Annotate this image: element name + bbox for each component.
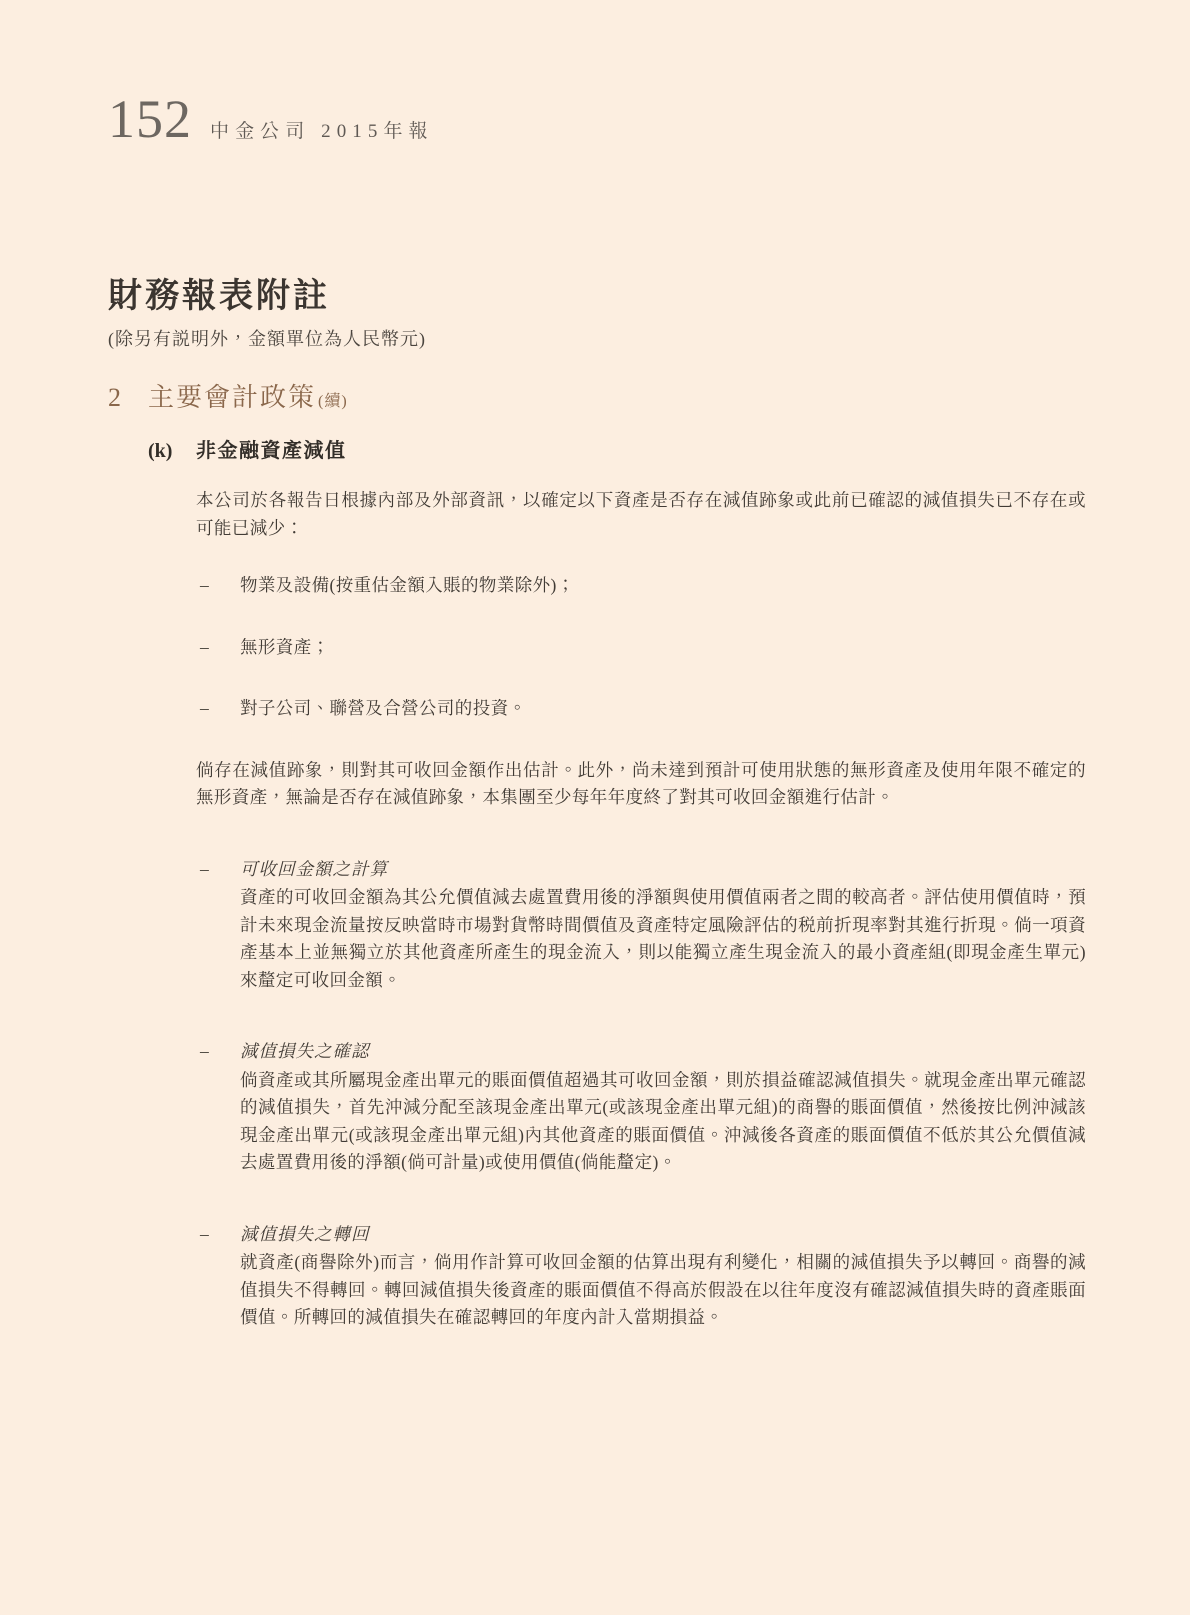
list-dash: – (200, 1041, 210, 1062)
section-body (196, 487, 1086, 1332)
section-title-suffix: (續) (318, 393, 348, 411)
subtopic-content (240, 856, 1086, 995)
intro-paragraph: 本公司於各報告日根據內部及外部資訊，以確定以下資產是否存在減值跡象或此前已確認的減值損失已不存在或可能已減少： (196, 490, 1086, 538)
list-dash: – (200, 575, 210, 596)
document-title: 財務報表附註 (108, 278, 330, 315)
subtopic-body: 倘資產或其所屬現金產出單元的賬面價值超過其可收回金額，則於損益確認減值損失。就現金產出單元確認的減值損失，首先沖減分配至該現金產出單元(或該現金產出單元組)的商譽的賬面價值，然後按比例沖減該現金產出單元(或該現金產出單元組)內其他資產的賬面價值。沖減後各資產的賬面價值不低於其公允價值減去處置費用後的淨額(倘可計量)或使用價值(倘能釐定)。 (240, 1069, 1086, 1173)
subtopic-recoverable-amount (196, 856, 1086, 995)
list-dash: – (200, 636, 210, 657)
list-dash: – (200, 698, 210, 719)
body-paragraph: 倘存在減值跡象，則對其可收回金額作出估計。此外，尚未達到預計可使用狀態的無形資產及使用年限不確定的無形資產，無論是否存在減值跡象，本集團至少每年年度終了對其可收回金額進行估計。 (196, 759, 1086, 808)
subsection-label: (k) (148, 440, 173, 463)
document-subtitle: (除另有説明外，金額單位為人民幣元) (108, 329, 426, 350)
report-name: 中金公司 2015年報 (210, 121, 434, 142)
section-number: 2 (108, 383, 121, 413)
subtopic-content (240, 1221, 1086, 1332)
page-content (108, 278, 1086, 1332)
list-item-text: 無形資產； (240, 636, 330, 657)
running-header (108, 89, 434, 149)
section-heading (108, 377, 1086, 414)
list-dash: – (200, 858, 210, 879)
subsection-heading (148, 434, 1086, 463)
section-title: 主要會計政策 (148, 383, 317, 413)
list-item-text: 對子公司、聯營及合營公司的投資。 (240, 698, 527, 719)
list-item (196, 695, 1086, 723)
list-item (196, 572, 1086, 600)
subtopic-body: 就資產(商譽除外)而言，倘用作計算可收回金額的估算出現有利變化，相關的減值損失予以轉回。商譽的減值損失不得轉回。轉回減值損失後資產的賬面價值不得高於假設在以往年度沒有確認減值損失時的資產賬面價值。所轉回的減值損失在確認轉回的年度內計入當期損益。 (240, 1252, 1086, 1328)
list-item (196, 634, 1086, 662)
subtopic-impairment-reversal (196, 1221, 1086, 1332)
subtopic-impairment-recognition (196, 1038, 1086, 1177)
subtopic-content (240, 1038, 1086, 1177)
subtopic-body: 資產的可收回金額為其公允價值減去處置費用後的淨額與使用價值兩者之間的較高者。評估使用價值時，預計未來現金流量按反映當時市場對貨幣時間價值及資產特定風險評估的税前折現率對其進行折現。倘一項資產基本上並無獨立於其他資產所產生的現金流入，則以能獨立產生現金流入的最小資產組(即現金產生單元)來釐定可收回金額。 (240, 887, 1086, 990)
subtopic-title: 可收回金額之計算 (240, 858, 388, 879)
subtopic-title: 減值損失之轉回 (240, 1223, 370, 1244)
subtopic-title: 減值損失之確認 (240, 1041, 370, 1062)
list-item-text: 物業及設備(按重估金額入賬的物業除外)； (240, 575, 575, 596)
subsection-title: 非金融資產減值 (196, 440, 347, 463)
page-number: 152 (108, 89, 192, 149)
list-dash: – (200, 1223, 210, 1244)
